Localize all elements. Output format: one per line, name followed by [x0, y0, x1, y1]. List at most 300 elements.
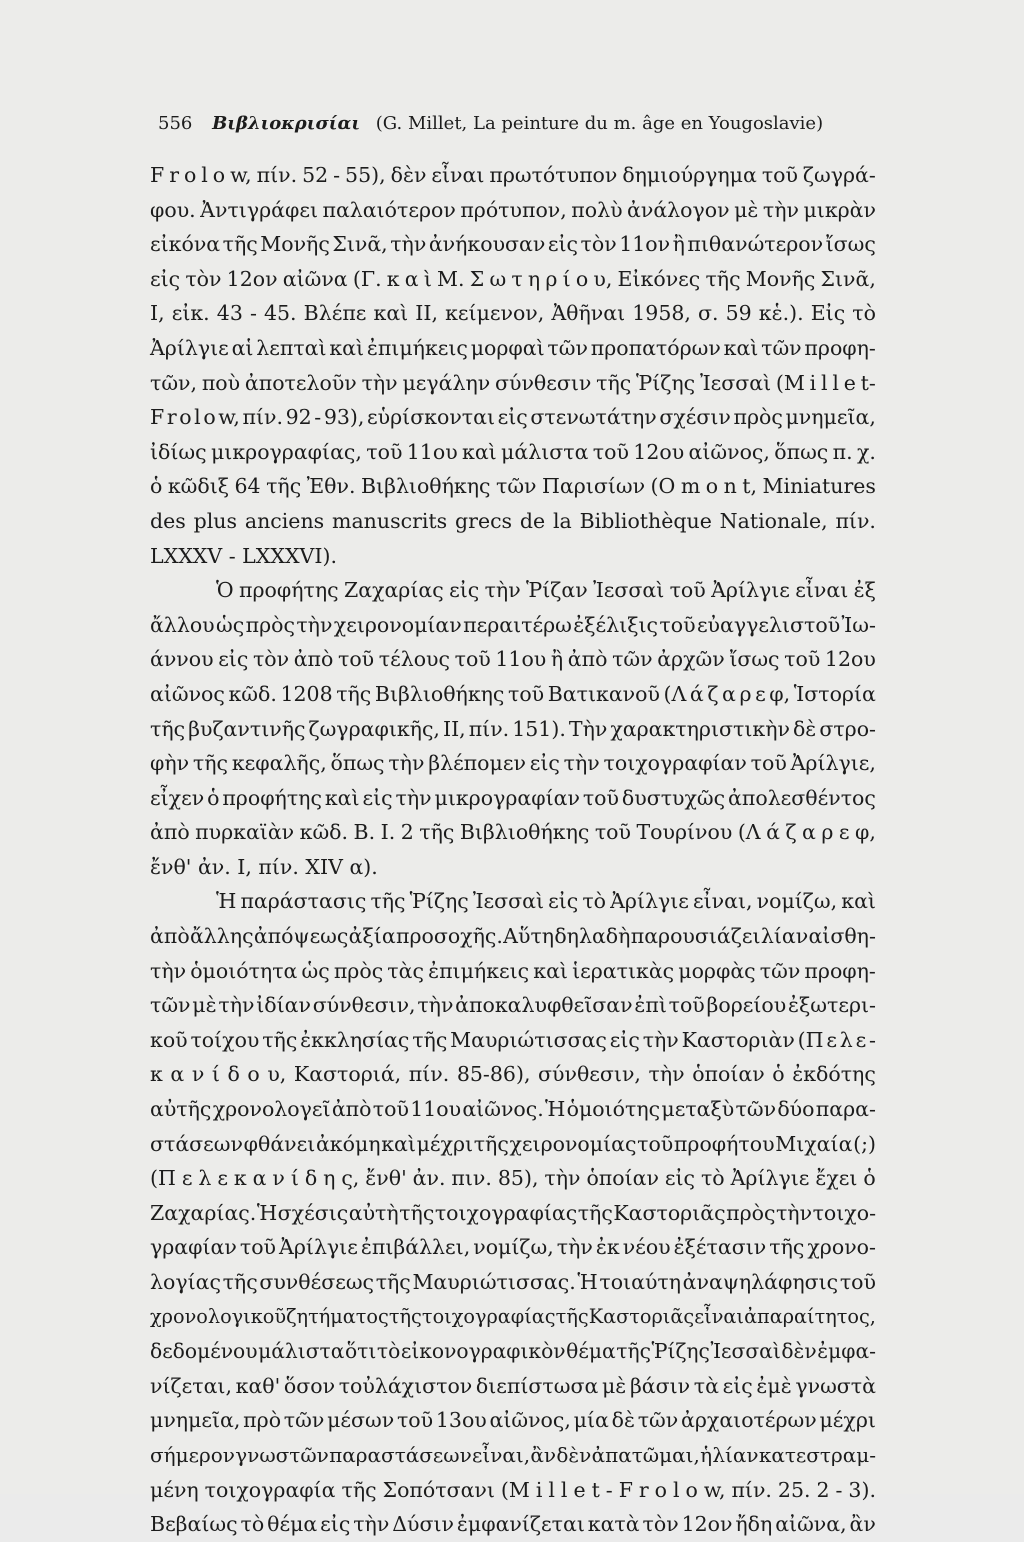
word: ζωγρά-: [802, 163, 876, 187]
word: Εἰς: [810, 301, 846, 326]
word: Τουρίνου: [636, 820, 733, 845]
word: w,: [230, 163, 252, 187]
word: Μ.: [437, 266, 465, 291]
word: αἰῶνος.: [462, 1097, 544, 1122]
word: l: [672, 1477, 680, 1502]
word: Βεβαίως: [150, 1512, 238, 1537]
word: δύο: [777, 1097, 815, 1122]
word: o: [183, 163, 197, 187]
word: εὐαγγελιστοῦ: [696, 612, 841, 637]
word: ἐκ: [595, 1235, 620, 1260]
word: -: [314, 405, 322, 430]
word: δυστυχῶς: [621, 785, 726, 810]
word: α: [252, 1166, 267, 1191]
word: εἰς: [497, 405, 528, 430]
text-line: [150, 712, 876, 747]
word: εἶναι: [795, 578, 849, 603]
word: στρο-: [819, 716, 876, 741]
word: εἰς: [722, 1373, 753, 1398]
text-line: [150, 1473, 876, 1508]
word: κ: [233, 1166, 247, 1191]
word: σήμερον: [150, 1442, 235, 1467]
text-line: [150, 919, 876, 954]
word: o: [685, 1477, 698, 1502]
word: ἀπαραίτητος,: [744, 1304, 876, 1328]
word: δημιούργημα: [622, 163, 757, 187]
word: ὁμοιότης: [566, 1097, 661, 1122]
word: o: [212, 163, 226, 187]
word: η: [527, 266, 541, 291]
word: χ.: [856, 439, 876, 464]
word: εἶναι: [694, 1304, 744, 1328]
word: Βλέπε: [303, 301, 367, 326]
word: B.: [353, 820, 376, 845]
word: τοίχου: [190, 1027, 260, 1052]
word: Ῥίζαν: [526, 578, 588, 603]
word: Δύσιν: [392, 1512, 454, 1537]
word: i: [535, 1477, 543, 1502]
word: λογίας: [150, 1270, 221, 1294]
text-line: [150, 193, 876, 228]
word: αἰῶνα,: [775, 1512, 847, 1537]
word: Σοπότσανι: [382, 1477, 495, 1502]
word: πρότυπον,: [460, 197, 567, 222]
word: Ἀρίλγιε: [610, 889, 689, 914]
word: μὲ: [601, 1373, 627, 1398]
word: e: [843, 370, 856, 395]
word: τοῦ: [592, 439, 629, 464]
word: στενωτάτην: [530, 405, 657, 430]
text-line: [150, 850, 876, 885]
word: ἀκόμη: [315, 1131, 381, 1156]
word: ν: [191, 1062, 205, 1087]
text-line: [150, 158, 876, 193]
word: κῶδ.: [299, 820, 349, 845]
word: τῆς: [222, 1270, 258, 1294]
text-line: [150, 504, 876, 539]
word: τὴν: [775, 1200, 813, 1225]
word: t: [591, 1477, 600, 1502]
word: τοιαύτη: [599, 1270, 682, 1294]
word: F: [618, 1477, 633, 1502]
word: Σινᾶ,: [332, 232, 388, 257]
word: 12ου: [633, 439, 685, 464]
word: σ.: [698, 301, 719, 326]
word: τὸν: [252, 647, 290, 672]
word: τῆς: [705, 266, 741, 291]
word: Ἀρίλγιε: [279, 1235, 358, 1260]
word: λίαν: [712, 1442, 759, 1467]
word: 92: [285, 405, 312, 430]
word: o: [179, 405, 192, 430]
word: τοιχο-: [812, 1200, 876, 1225]
word: πίν.: [242, 405, 283, 430]
word: ἀνήκουσαν: [428, 232, 546, 257]
word: ρ: [545, 266, 558, 291]
word: ἀναψηλάφησις: [682, 1270, 839, 1294]
word: πρὸ: [243, 1408, 282, 1433]
word: w,: [703, 1477, 726, 1502]
word: I.: [380, 820, 396, 845]
word: 151).: [512, 716, 566, 741]
word: μὲ: [192, 993, 217, 1018]
word: τῶν,: [150, 370, 198, 395]
word: τὴν: [150, 958, 187, 983]
word: τῶν: [637, 1408, 679, 1433]
word: τοῦ: [372, 1097, 409, 1122]
word: Ἐθν.: [306, 474, 356, 499]
word: ω: [489, 266, 507, 291]
word: 43: [216, 301, 243, 326]
word: τῆς: [399, 1200, 435, 1225]
word: l: [548, 1477, 555, 1502]
word: τῆς: [222, 232, 258, 257]
word: τὴν: [762, 197, 799, 222]
word: τῆς: [577, 1200, 613, 1225]
word: δὲ: [611, 1408, 635, 1433]
word: αἰσθη-: [808, 924, 876, 949]
word: (Π: [150, 1166, 176, 1191]
word: Βιβλιοθήκης: [360, 474, 491, 499]
word: πρωτότυπον: [489, 163, 618, 187]
word: m: [680, 474, 701, 499]
word: τῶν: [735, 1097, 777, 1122]
word: πίν.: [256, 163, 298, 187]
word: ἀπὸ: [293, 647, 334, 672]
word: Βιβλιοθήκης: [374, 681, 505, 706]
word: o: [203, 405, 216, 430]
word: Μαυριώτισσας.: [412, 1270, 576, 1294]
word: τὸν: [580, 232, 617, 257]
body-text: [150, 158, 876, 1542]
word: ἂν: [530, 1442, 557, 1467]
word: ἤδη: [735, 1512, 773, 1537]
word: ε: [217, 1166, 228, 1191]
word: τῶν: [496, 474, 537, 499]
word: ἐξ: [853, 578, 876, 603]
word: τοῦ: [337, 647, 375, 672]
word: 11ου: [410, 1097, 462, 1122]
word: ἰδίαν: [256, 993, 311, 1018]
word: ἂν: [849, 1512, 876, 1537]
word: γνωστῶν: [235, 1442, 329, 1467]
word: Ἡ: [577, 1270, 598, 1294]
word: φθάνει: [243, 1131, 316, 1156]
text-line: [150, 746, 876, 781]
word: -: [869, 1027, 876, 1052]
word: δεδομένου: [150, 1339, 258, 1364]
word: νομίζω,: [473, 1235, 554, 1260]
word: ἐπὶ: [634, 993, 667, 1018]
word: καὶ: [373, 301, 409, 326]
word: πίν.: [468, 716, 510, 741]
word: l: [821, 370, 828, 395]
word: χειρονομίαν: [333, 612, 462, 637]
word: ε: [826, 1027, 837, 1052]
word: εἰς: [449, 578, 480, 603]
word: χρονολογεῖ: [212, 1097, 331, 1122]
text-line: [150, 1092, 876, 1127]
word: τὸν: [185, 266, 222, 291]
word: (M: [500, 1477, 530, 1502]
word: α: [170, 1062, 185, 1087]
word: τῶν: [283, 1408, 325, 1433]
word: ὁ: [863, 1166, 876, 1191]
word: τῆς: [192, 751, 229, 776]
word: στάσεων: [150, 1131, 243, 1156]
word: e: [573, 1477, 586, 1502]
word: σύνθεσιν,: [538, 1062, 641, 1087]
word: ἐπιμήκεις: [428, 958, 530, 983]
word: τοῦ: [366, 439, 403, 464]
text-line: [150, 1161, 876, 1196]
word: α: [802, 820, 816, 845]
word: t,: [742, 474, 758, 499]
word: μέχρι: [416, 1131, 474, 1156]
word: τὴν: [544, 1166, 581, 1191]
word: φ,: [855, 820, 876, 845]
word: ὁ: [772, 1062, 785, 1087]
word: καὶ: [324, 785, 360, 810]
word: πρὸς: [733, 405, 783, 430]
word: νομίζω,: [756, 889, 838, 914]
word: plus: [193, 508, 238, 533]
word: Ἰεσσαὶ: [710, 1339, 781, 1364]
word: λεπταὶ: [256, 335, 327, 360]
word: Μαυριώτισσας: [450, 1027, 607, 1052]
text-line: [150, 1196, 876, 1231]
word: 59: [725, 301, 752, 326]
word: Ἱστορία: [793, 681, 876, 706]
word: καὶ: [723, 335, 759, 360]
word: τοῦ: [784, 647, 821, 672]
word: ποὺ: [201, 370, 241, 395]
word: ἐμφα-: [817, 1339, 876, 1364]
word: t-: [860, 370, 876, 395]
text-line: [150, 1230, 876, 1265]
word: καὶ: [381, 1131, 416, 1156]
word: τοιχογραφίας: [421, 1304, 556, 1328]
word: ἀπόψεως: [253, 924, 349, 949]
word: τοῦ: [454, 647, 491, 672]
word: α: [722, 681, 736, 706]
word: χειρονομίας: [509, 1131, 637, 1156]
word: πολὺ: [571, 197, 623, 222]
word: Ἰεσσαὶ: [593, 578, 665, 603]
text-line-content: LXXXV - LXXXVI).: [150, 543, 337, 568]
text-line: [150, 884, 876, 919]
word: ὁποίαν: [692, 1062, 765, 1087]
word: Ἀρίλγιε: [150, 335, 229, 360]
word: τῆς: [370, 889, 406, 914]
word: τὴν: [218, 993, 255, 1018]
word: τῆς: [336, 681, 372, 706]
word: τῶν: [150, 993, 191, 1018]
word: ἀν.: [412, 1166, 446, 1191]
word: (Π: [797, 1027, 824, 1052]
running-head: [158, 112, 878, 136]
word: καὶ: [533, 958, 568, 983]
word: τοῦ: [668, 993, 705, 1018]
word: ὅπως: [330, 751, 385, 776]
word: ὡς: [301, 958, 330, 983]
word: Ζαχαρίας: [343, 578, 444, 603]
word: 11ον: [619, 232, 671, 257]
word: ἡ: [700, 1442, 713, 1467]
word: δὲν: [556, 1442, 592, 1467]
text-line: [150, 227, 876, 262]
word: ἀπὸ: [567, 647, 608, 672]
word: Ἀθῆναι: [551, 301, 626, 326]
word: κἑ.).: [758, 301, 804, 326]
word: Ἀντιγράφει: [200, 197, 318, 222]
word: ἐπιβάλλει,: [360, 1235, 471, 1260]
word: ς,: [341, 1166, 360, 1191]
word: λίαν: [760, 924, 809, 949]
word: προφη-: [804, 335, 876, 360]
word: 93),: [323, 405, 365, 430]
word: Καστοριᾶς: [613, 1200, 726, 1225]
word: εἰς: [609, 1027, 640, 1052]
word: (Γ.: [352, 266, 382, 291]
word: εἰς: [529, 751, 560, 776]
word: τὸ: [852, 301, 876, 326]
word: Μονῆς: [745, 266, 816, 291]
word: (O: [650, 474, 676, 499]
word: μορφὰς: [678, 958, 756, 983]
word: προφήτης: [222, 785, 322, 810]
word: ὅτι: [344, 1339, 377, 1364]
word: 11ου: [406, 439, 458, 464]
word: ἀρχῶν: [657, 647, 725, 672]
text-line: [150, 296, 876, 331]
word: ἰδίως: [150, 439, 207, 464]
word: κῶδιξ: [167, 474, 230, 499]
word: τῆς: [375, 1270, 411, 1294]
word: ί: [562, 266, 571, 291]
word: ν: [272, 1166, 285, 1191]
word: δὲν: [390, 163, 427, 187]
text-line: [150, 1265, 876, 1300]
word: τὴν: [388, 751, 425, 776]
word: προφη-: [804, 958, 876, 983]
word: ά: [689, 681, 704, 706]
word: 85-86),: [456, 1062, 531, 1087]
word: 45.: [263, 301, 297, 326]
word: εἰς: [362, 785, 393, 810]
word: l: [194, 405, 201, 430]
text-line: [150, 1127, 876, 1162]
word: ἄλλης: [189, 924, 254, 949]
word: μάλιστα: [258, 1339, 345, 1364]
word: ά: [766, 820, 780, 845]
word: τ: [511, 266, 523, 291]
word: τῆς: [419, 820, 455, 845]
word: τῶν: [612, 647, 653, 672]
text-line: [150, 1023, 876, 1058]
word: II,: [442, 716, 466, 741]
text-line: [150, 1369, 876, 1404]
word: τῆς: [266, 474, 302, 499]
word: χαρακτηριστικὴν: [610, 716, 790, 741]
word: ἐξέτασιν: [673, 1235, 767, 1260]
word: Ἡ: [216, 889, 237, 914]
word: 25.: [777, 1477, 811, 1502]
word: ἢ: [550, 647, 564, 672]
word: αἱ: [231, 335, 254, 360]
word: l: [560, 1477, 568, 1502]
word: ο: [247, 1062, 260, 1087]
word: τοῦ: [637, 1131, 674, 1156]
word: Ὁ: [216, 578, 234, 603]
word: τοιχογραφία: [204, 1477, 336, 1502]
word: τῆς: [262, 1027, 298, 1052]
word: α: [404, 266, 419, 291]
word: ὁποίαν: [586, 1166, 659, 1191]
word: Καστοριά,: [293, 1062, 402, 1087]
word: (Λ: [663, 681, 687, 706]
word: θέμα: [267, 1512, 318, 1537]
word: υ,: [267, 1062, 287, 1087]
word: r: [166, 405, 177, 430]
word: (Λ: [737, 820, 761, 845]
word: ἐξωτερι-: [788, 993, 876, 1018]
word: μνημεῖα,: [785, 405, 876, 430]
word: ζωγραφικῆς,: [308, 716, 440, 741]
text-line: [150, 1438, 876, 1473]
word: ἐξέλιξις: [573, 612, 659, 637]
word: i: [809, 370, 817, 395]
word: εἰκόνα: [150, 232, 221, 257]
word: 12ον: [681, 1512, 733, 1537]
word: τὸ: [700, 1166, 725, 1191]
word: (;): [853, 1131, 876, 1156]
word: τοῦ: [659, 612, 696, 637]
word: τοιχογραφίαν: [603, 751, 747, 776]
word: καθ': [235, 1373, 281, 1398]
word: l: [832, 370, 839, 395]
word: Ῥίζης: [636, 370, 696, 395]
word: αὐτὴ: [348, 1200, 399, 1225]
word: Εἰκόνες: [617, 266, 701, 291]
word: τοιχογραφίας: [434, 1200, 578, 1225]
word: Ἰεσσαὶ: [699, 370, 772, 395]
word: σύνθεσιν: [495, 370, 592, 395]
word: o: [705, 474, 719, 499]
word: Ἰεσσαὶ: [472, 889, 545, 914]
word: τὰ: [693, 1373, 719, 1398]
word: τὸ: [582, 889, 607, 914]
word: r: [169, 163, 179, 187]
word: τοῦ: [669, 578, 706, 603]
word: βλέπομεν: [428, 751, 526, 776]
word: Miniatures: [762, 474, 876, 499]
word: τοῦ: [582, 785, 619, 810]
word: πίν.: [731, 1477, 772, 1502]
text-line: [150, 608, 876, 643]
word: Ζαχαρίας.: [150, 1200, 257, 1225]
word: ἐκκλησίας: [300, 1027, 410, 1052]
word: ἢ: [672, 232, 685, 257]
word: ὅσον: [283, 1373, 336, 1398]
word: τῆς: [341, 1477, 377, 1502]
word: ί: [290, 1166, 299, 1191]
word: μὲ: [734, 197, 759, 222]
text-line: [150, 1057, 876, 1092]
word: εἰς: [320, 1512, 351, 1537]
word: ἐπιμήκεις: [366, 335, 468, 360]
page-number: 556: [158, 113, 193, 134]
